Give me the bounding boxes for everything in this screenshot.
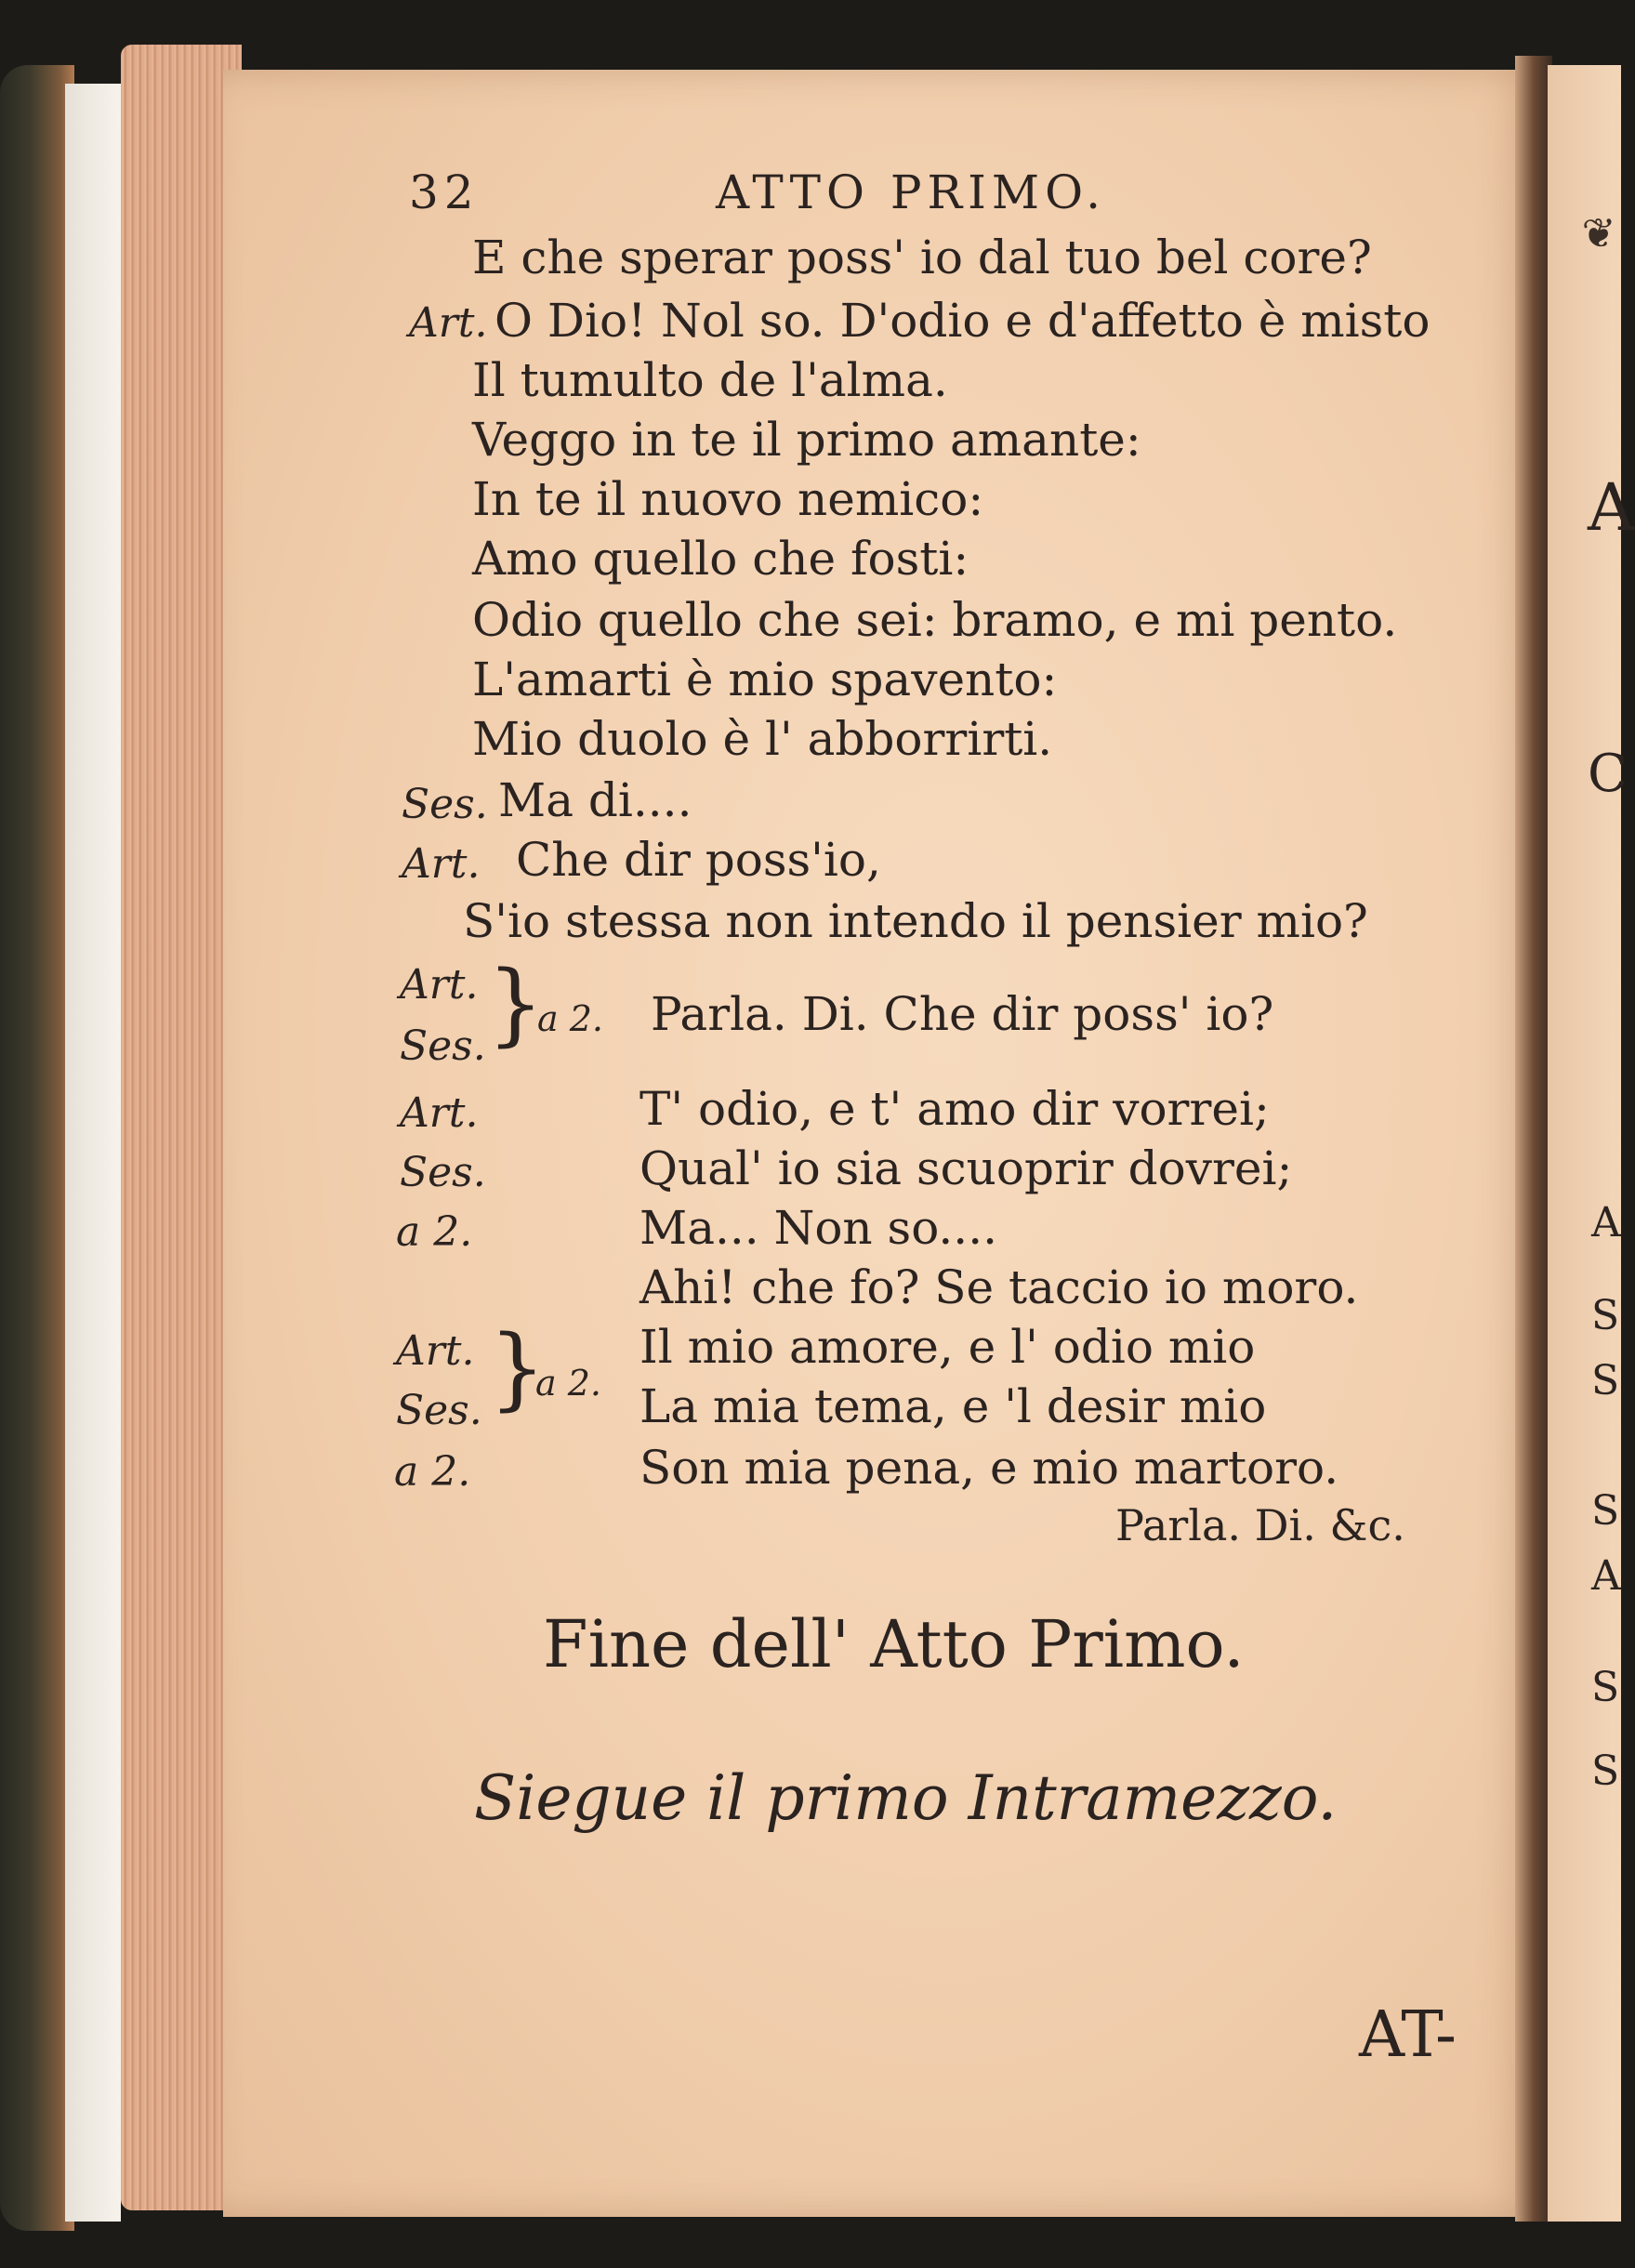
verse-line: La mia tema, e 'l desir mio [639, 1379, 1267, 1433]
speaker-label: Art. [400, 961, 479, 1009]
speaker-label: Art. [400, 1089, 479, 1137]
speaker-label: Art. [396, 1327, 475, 1375]
page-number: 32 [409, 165, 480, 219]
verse-line: Il tumulto de l'alma. [472, 353, 948, 407]
facing-page-edge [1548, 65, 1621, 2222]
facing-page-letter: A [1591, 1199, 1621, 1246]
verse-line: Parla. Di. Che dir poss' io? [651, 987, 1274, 1041]
verse-line: Ma di.... [498, 773, 692, 827]
book-gutter [1515, 56, 1552, 2222]
speaker-label: Ses. [402, 781, 488, 828]
speaker-label: Ses. [400, 1022, 486, 1070]
running-title: ATTO PRIMO. [716, 165, 1107, 219]
verse-line: In te il nuovo nemico: [472, 472, 984, 526]
book-cover [0, 65, 74, 2231]
facing-page-letter: S [1591, 1487, 1620, 1535]
facing-page-letter: S [1591, 1357, 1620, 1404]
verse-line: T' odio, e t' amo dir vorrei; [639, 1082, 1270, 1136]
verse-line: Son mia pena, e mio martoro. [639, 1441, 1339, 1495]
verse-line: O Dio! Nol so. D'odio e d'affetto è misto [494, 294, 1431, 348]
verse-line: Ma... Non so.... [639, 1201, 997, 1255]
verse-line: Veggo in te il primo amante: [472, 413, 1141, 467]
verse-line: Parla. Di. &c. [1115, 1500, 1405, 1550]
flyleaf [65, 84, 121, 2222]
speaker-label: Ses. [396, 1387, 482, 1434]
brace: } [489, 1316, 547, 1420]
speaker-label: Art. [409, 299, 488, 347]
facing-page-letter: S [1591, 1292, 1620, 1339]
intermezzo-note: Siegue il primo Intramezzo. [474, 1762, 1338, 1834]
facing-page-letter: S [1591, 1664, 1620, 1711]
duet-marker: a 2. [537, 998, 603, 1039]
facing-page-letter: C [1588, 744, 1628, 804]
speaker-label: a 2. [396, 1208, 473, 1256]
catchword: AT- [1359, 1998, 1457, 2072]
facing-page-letter: A [1591, 1552, 1621, 1600]
act-end-heading: Fine dell' Atto Primo. [543, 1606, 1245, 1682]
verse-line: Odio quello che sei: bramo, e mi pento. [472, 593, 1398, 647]
verse-line: Qual' io sia scuoprir dovrei; [639, 1141, 1293, 1195]
verse-line: Mio duolo è l' abborrirti. [472, 712, 1053, 766]
speaker-label: Art. [402, 840, 481, 888]
speaker-label: a 2. [394, 1448, 471, 1496]
verse-line: Ahi! che fo? Se taccio io moro. [639, 1260, 1359, 1314]
verse-line: L'amarti è mio spavento: [472, 653, 1058, 706]
speaker-label: Ses. [400, 1149, 486, 1196]
verse-line: S'io stessa non intendo il pensier mio? [463, 894, 1368, 948]
ornament-icon: ❦ [1581, 210, 1616, 257]
brace: } [487, 952, 545, 1056]
verse-line: E che sperar poss' io dal tuo bel core? [472, 231, 1372, 284]
verse-line: Che dir poss'io, [516, 833, 881, 887]
duet-marker: a 2. [535, 1363, 601, 1404]
verse-line: Amo quello che fosti: [472, 532, 969, 586]
facing-page-letter: S [1591, 1747, 1620, 1795]
facing-page-letter: A [1588, 469, 1635, 546]
verse-line: Il mio amore, e l' odio mio [639, 1320, 1256, 1374]
